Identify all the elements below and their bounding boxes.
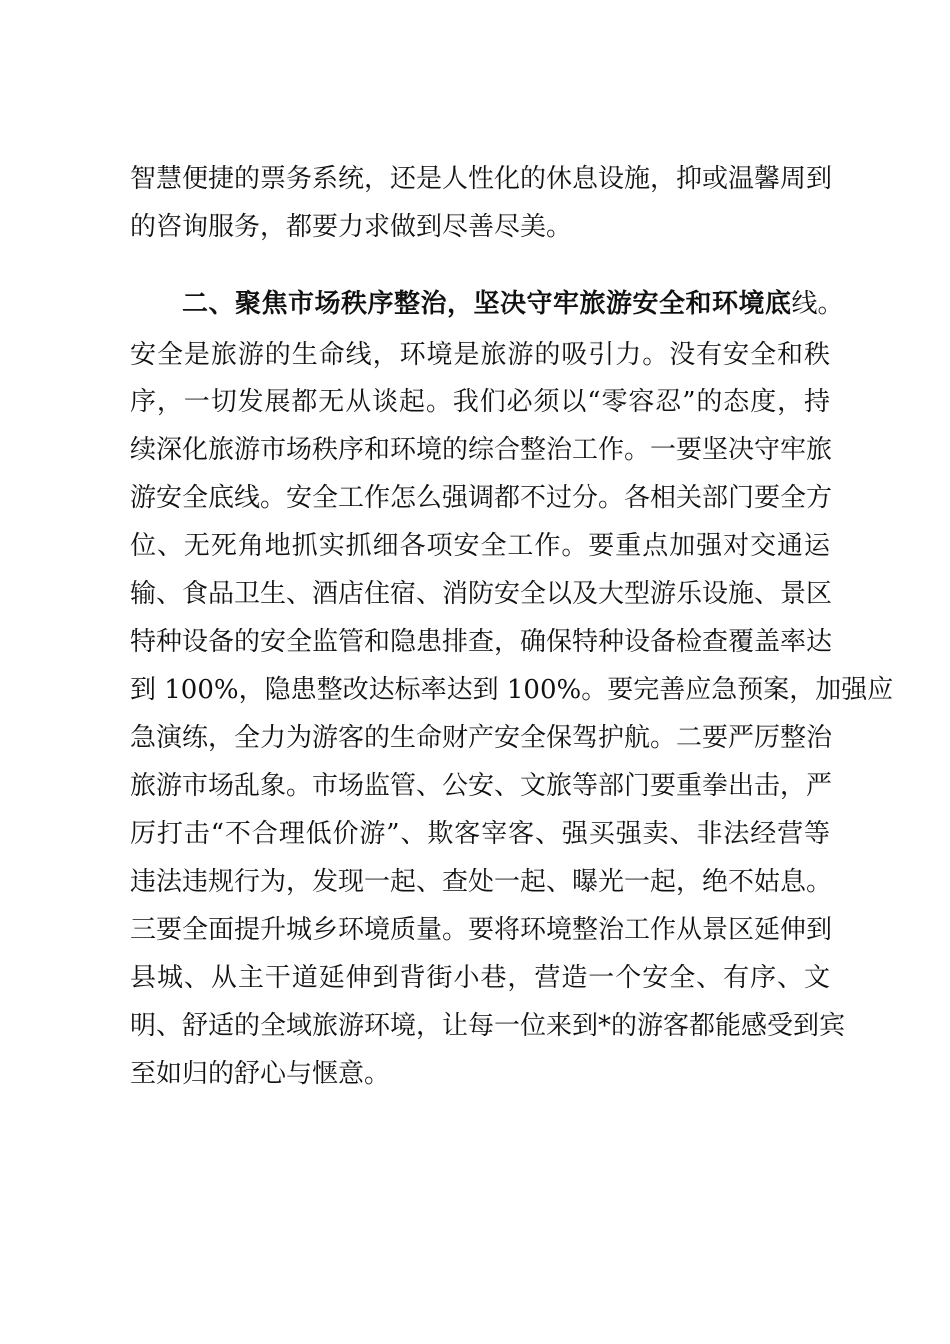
paragraph-2-line-12: 违法违规行为，发现一起、查处一起、曝光一起，绝不姑息。	[130, 867, 833, 897]
paragraph-2-line-9: 急演练，全力为游客的生命财产安全保驾护航。二要严厉整治	[130, 723, 833, 753]
paragraph-2-line-1: 安全是旅游的生命线，环境是旅游的吸引力。没有安全和秩	[130, 340, 830, 370]
paragraph-2-line-16: 至如归的舒心与惬意。	[130, 1059, 391, 1089]
paragraph-1-line-1: 智慧便捷的票务系统，还是人性化的休息设施，抑或温馨周到	[130, 164, 833, 194]
paragraph-2-line-15: 明、舒适的全域旅游环境，让每一位来到*的游客都能感受到宾	[130, 1011, 846, 1041]
section-heading	[182, 284, 844, 324]
paragraph-2-line-11: 厉打击“不合理低价游”、欺客宰客、强买强卖、非法经营等	[130, 819, 830, 849]
paragraph-2-line-14: 县城、从主干道延伸到背街小巷，营造一个安全、有序、文	[130, 963, 830, 993]
paragraph-2-line-6: 输、食品卫生、酒店住宿、消防安全以及大型游乐设施、景区	[130, 579, 833, 609]
paragraph-2-line-5: 位、无死角地抓实抓细各项安全工作。要重点加强对交通运	[130, 531, 830, 561]
paragraph-2-line-13: 三要全面提升城乡环境质量。要将环境整治工作从景区延伸到	[130, 915, 833, 945]
paragraph-2-line-2: 序，一切发展都无从谈起。我们必须以“零容忍”的态度，持	[130, 387, 830, 417]
section-heading-tail: 线。	[791, 289, 844, 319]
paragraph-2-line-10: 旅游市场乱象。市场监管、公安、文旅等部门要重拳出击，严	[130, 771, 833, 801]
paragraph-2-line-8: 到 100%，隐患整改达标率达到 100%。要完善应急预案，加强应	[130, 675, 894, 705]
paragraph-2-line-3: 续深化旅游市场秩序和环境的综合整治工作。一要坚决守牢旅	[130, 435, 833, 465]
paragraph-2-line-7: 特种设备的安全监管和隐患排查，确保特种设备检查覆盖率达	[130, 627, 833, 657]
paragraph-1-line-2: 的咨询服务，都要力求做到尽善尽美。	[130, 212, 573, 242]
paragraph-2-line-4: 游安全底线。安全工作怎么强调都不过分。各相关部门要全方	[130, 483, 833, 513]
section-heading-bold: 二、聚焦市场秩序整治，坚决守牢旅游安全和环境底	[182, 289, 792, 319]
